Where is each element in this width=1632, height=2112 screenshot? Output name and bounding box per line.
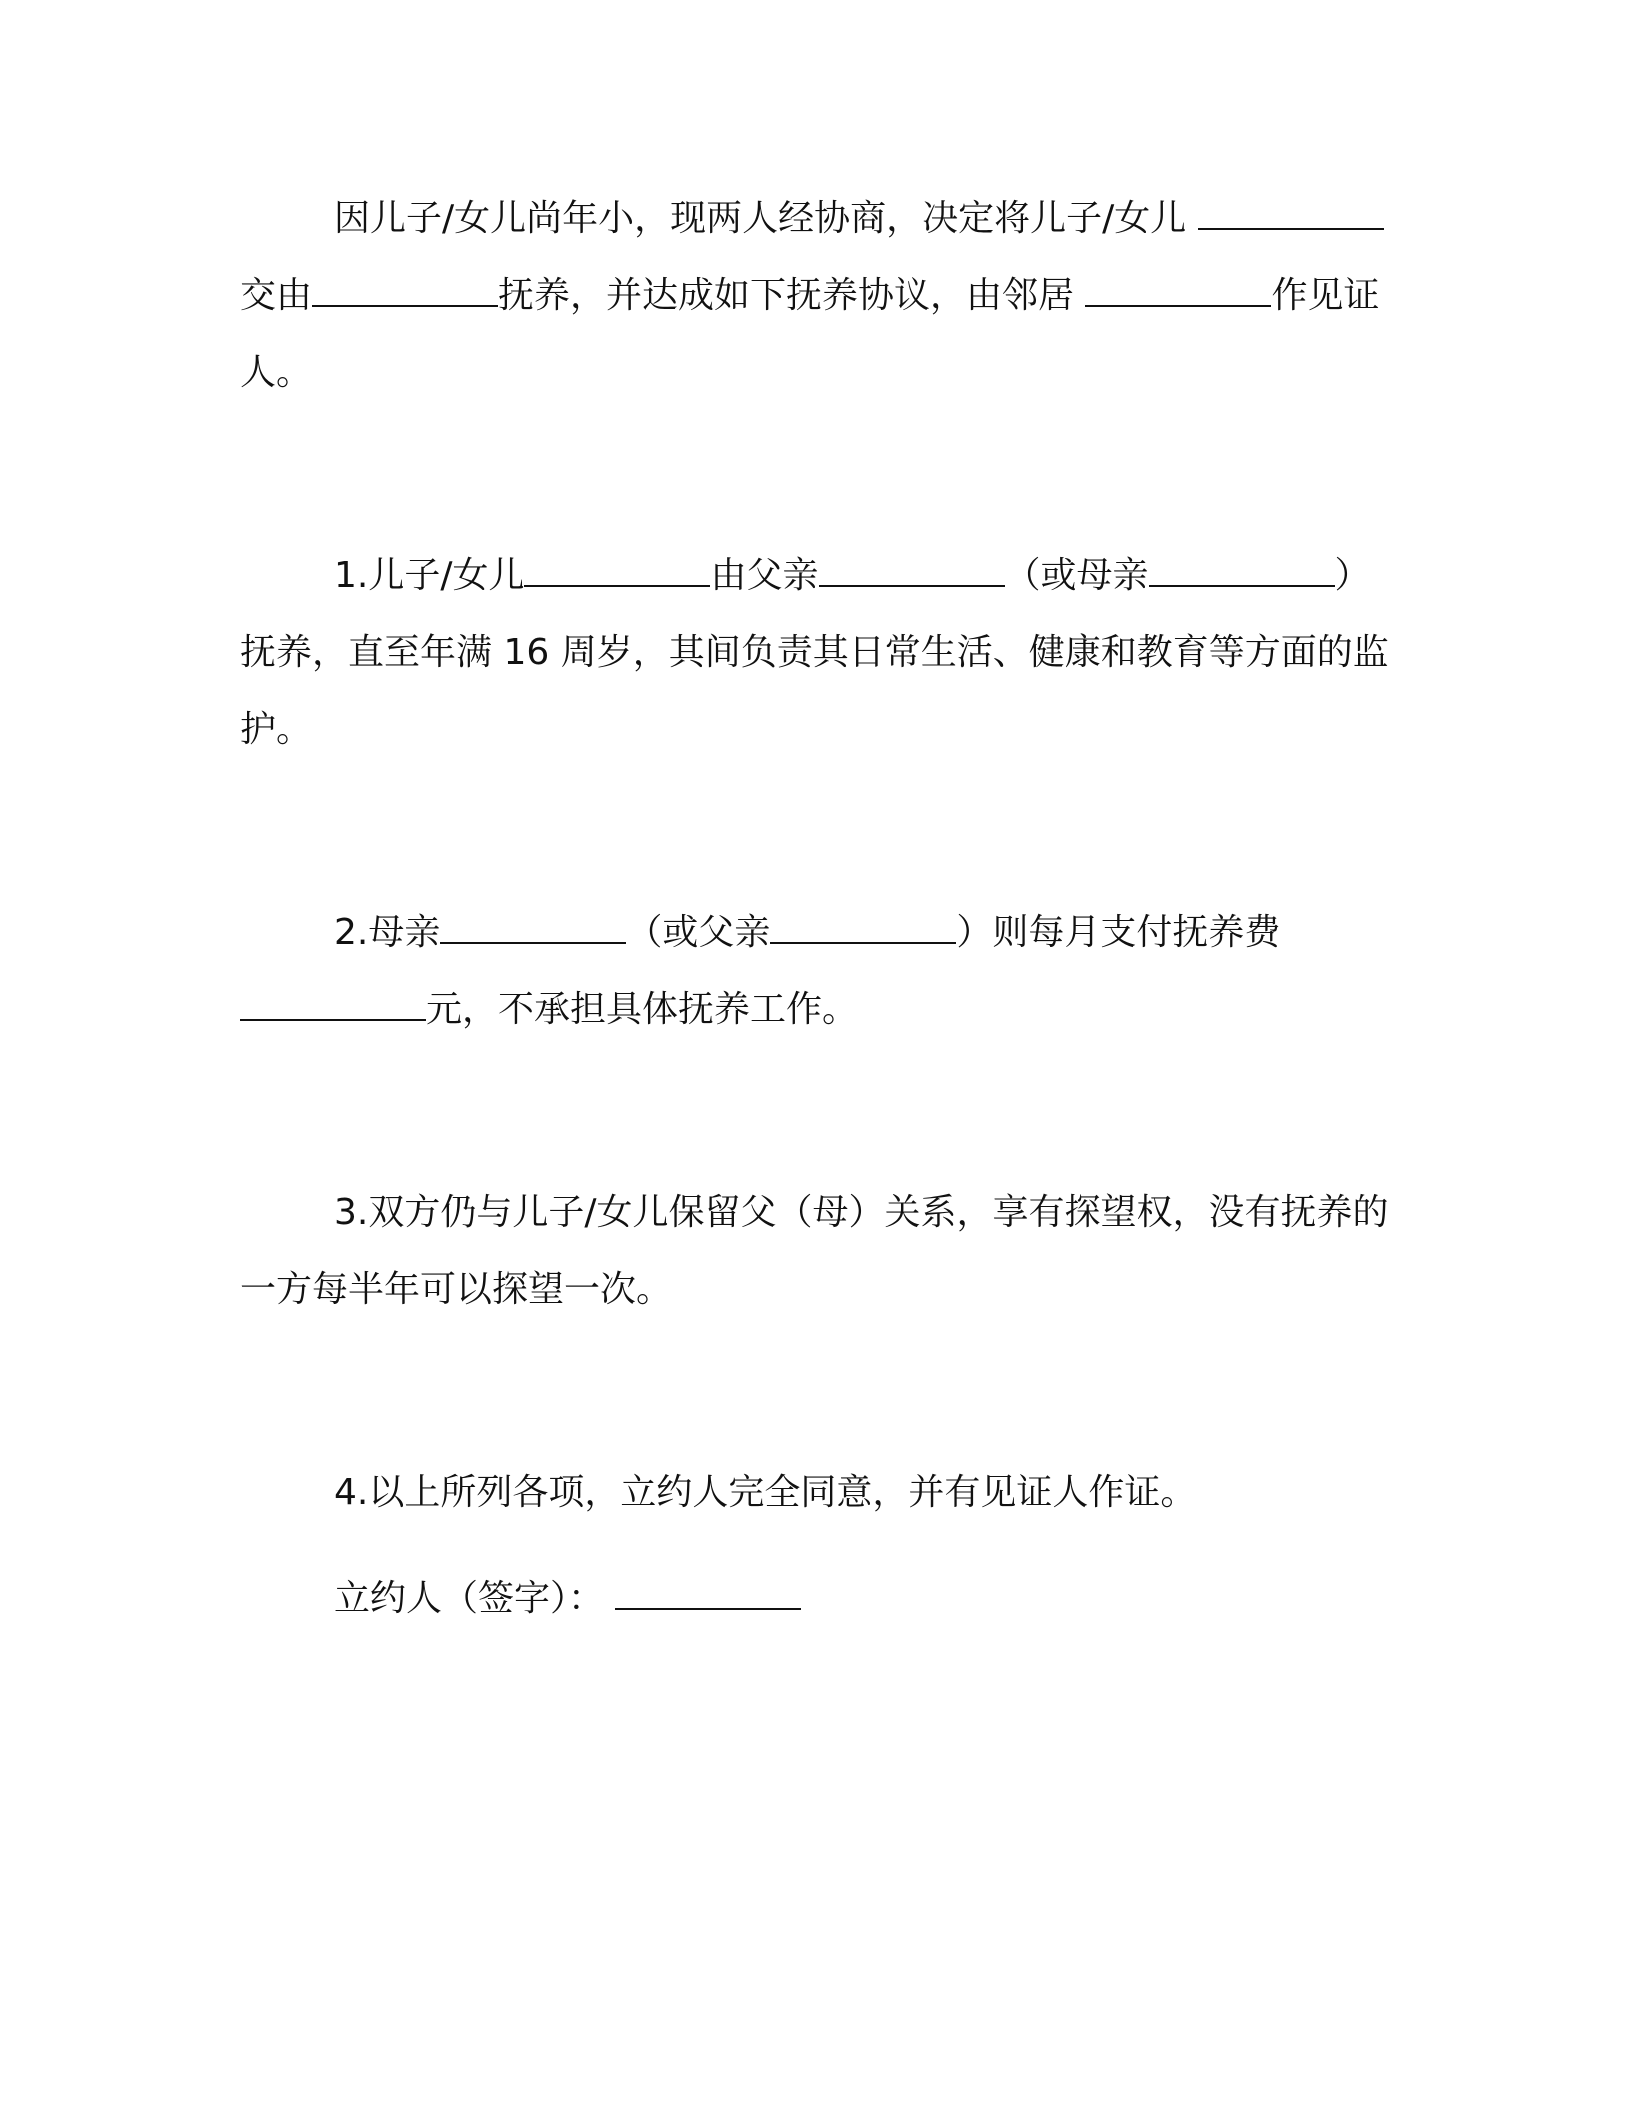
paragraph-intro [240,180,1400,411]
clause-1-text-4: ）抚养，直至年满 16 周岁，其间负责其日常生活、健康和教育等方面的监护。 [240,555,1389,750]
clause-2-text-3: ）则每月支付抚养费 [956,912,1281,953]
paragraph-clause-4 [240,1454,1400,1531]
signature-line [240,1560,1400,1637]
intro-text-1: 因儿子/女儿尚年小，现两人经协商，决定将儿子/女儿 [334,198,1187,239]
clause-2-text-2: （或父亲 [626,912,771,953]
blank-witness-name[interactable] [1085,275,1271,307]
blank-clause-2-mother[interactable] [440,912,626,944]
signature-label: 立约人（签字）： [334,1578,605,1619]
blank-clause-2-father[interactable] [770,912,956,944]
clause-1-text-2: 由父亲 [710,555,819,596]
blank-clause-1-child[interactable] [524,555,710,587]
paragraph-clause-3 [240,1174,1400,1328]
intro-text-4: 作见证人。 [240,275,1380,393]
clause-3-text: 3.双方仍与儿子/女儿保留父（母）关系，享有探望权，没有抚养的一方每半年可以探望一次。 [240,1192,1389,1310]
blank-child-name[interactable] [1198,198,1384,230]
clause-1-text-3: （或母亲 [1004,555,1149,596]
blank-clause-1-father[interactable] [819,555,1005,587]
clause-2-text-4: 元，不承担具体抚养工作。 [426,989,859,1030]
paragraph-clause-2 [240,894,1400,1048]
blank-clause-2-amount[interactable] [240,989,426,1021]
clause-1-text-1: 1.儿子/女儿 [334,555,525,596]
blank-signature[interactable] [615,1578,801,1610]
blank-clause-1-mother[interactable] [1149,555,1335,587]
paragraph-clause-1 [240,537,1400,768]
intro-text-2: 交由 [240,275,313,316]
clause-2-text-1: 2.母亲 [334,912,441,953]
intro-text-3: 抚养，并达成如下抚养协议，由邻居 [498,275,1075,316]
clause-4-text: 4.以上所列各项，立约人完全同意，并有见证人作证。 [334,1472,1197,1513]
blank-guardian-name[interactable] [312,275,498,307]
